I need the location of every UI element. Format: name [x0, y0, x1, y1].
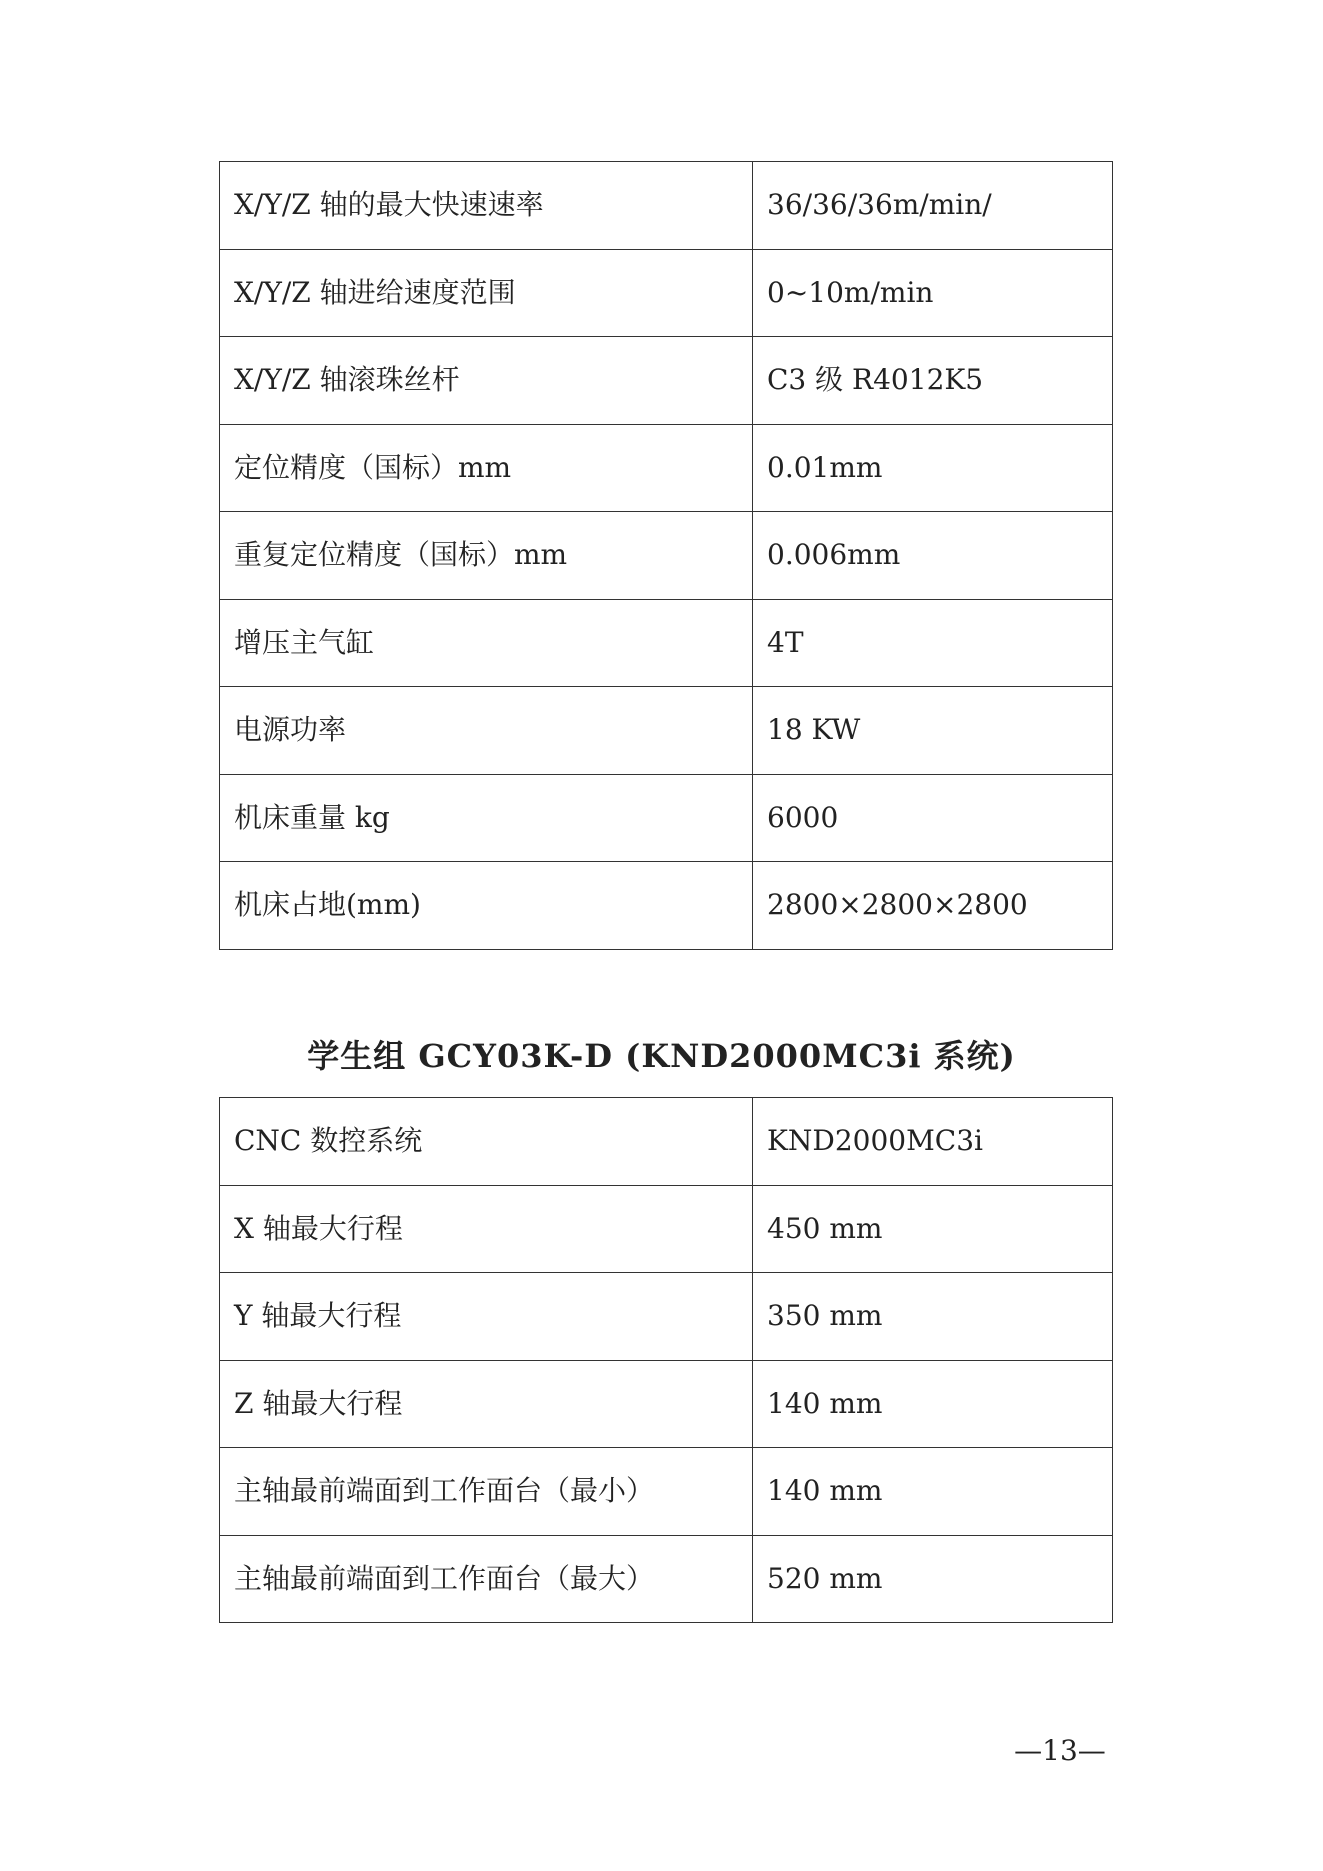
row-label: 主轴最前端面到工作面台（最大）: [220, 1535, 753, 1623]
row-value: 36/36/36m/min/: [753, 162, 1113, 250]
row-label: Z 轴最大行程: [220, 1360, 753, 1448]
row-label: 主轴最前端面到工作面台（最小）: [220, 1448, 753, 1536]
row-label: CNC 数控系统: [220, 1098, 753, 1186]
table-row: [220, 599, 1113, 687]
row-value: 0.006mm: [753, 512, 1113, 600]
row-value: 6000: [753, 774, 1113, 862]
row-value: 140 mm: [753, 1360, 1113, 1448]
row-label: X 轴最大行程: [220, 1185, 753, 1273]
row-value: 520 mm: [753, 1535, 1113, 1623]
row-label: X/Y/Z 轴滚珠丝杆: [220, 337, 753, 425]
table-row: [220, 1535, 1113, 1623]
row-label: Y 轴最大行程: [220, 1273, 753, 1361]
row-label: 机床重量 kg: [220, 774, 753, 862]
row-value: KND2000MC3i: [753, 1098, 1113, 1186]
row-label: 电源功率: [220, 687, 753, 775]
table-row: [220, 1273, 1113, 1361]
row-label: 重复定位精度（国标）mm: [220, 512, 753, 600]
table-row: [220, 1448, 1113, 1536]
row-value: 4T: [753, 599, 1113, 687]
page-number: —13—: [1014, 1734, 1106, 1767]
table-row: [220, 862, 1113, 950]
spec-table-2: [219, 1097, 1113, 1623]
table-row: [220, 512, 1113, 600]
table-row: [220, 337, 1113, 425]
table-row: [220, 1098, 1113, 1186]
table-row: [220, 162, 1113, 250]
row-value: 140 mm: [753, 1448, 1113, 1536]
row-value: 450 mm: [753, 1185, 1113, 1273]
row-label: 增压主气缸: [220, 599, 753, 687]
row-value: 0~10m/min: [753, 249, 1113, 337]
row-label: 定位精度（国标）mm: [220, 424, 753, 512]
table-row: [220, 1185, 1113, 1273]
table-row: [220, 424, 1113, 512]
section-heading: 学生组 GCY03K-D (KND2000MC3i 系统): [307, 1037, 1016, 1075]
row-value: 18 KW: [753, 687, 1113, 775]
row-value: 0.01mm: [753, 424, 1113, 512]
table-row: [220, 687, 1113, 775]
row-value: 2800×2800×2800: [753, 862, 1113, 950]
table-row: [220, 1360, 1113, 1448]
table-row: [220, 249, 1113, 337]
row-label: X/Y/Z 轴的最大快速速率: [220, 162, 753, 250]
row-label: 机床占地(mm): [220, 862, 753, 950]
row-label: X/Y/Z 轴进给速度范围: [220, 249, 753, 337]
row-value: C3 级 R4012K5: [753, 337, 1113, 425]
spec-table-1: [219, 161, 1113, 950]
row-value: 350 mm: [753, 1273, 1113, 1361]
table-row: [220, 774, 1113, 862]
